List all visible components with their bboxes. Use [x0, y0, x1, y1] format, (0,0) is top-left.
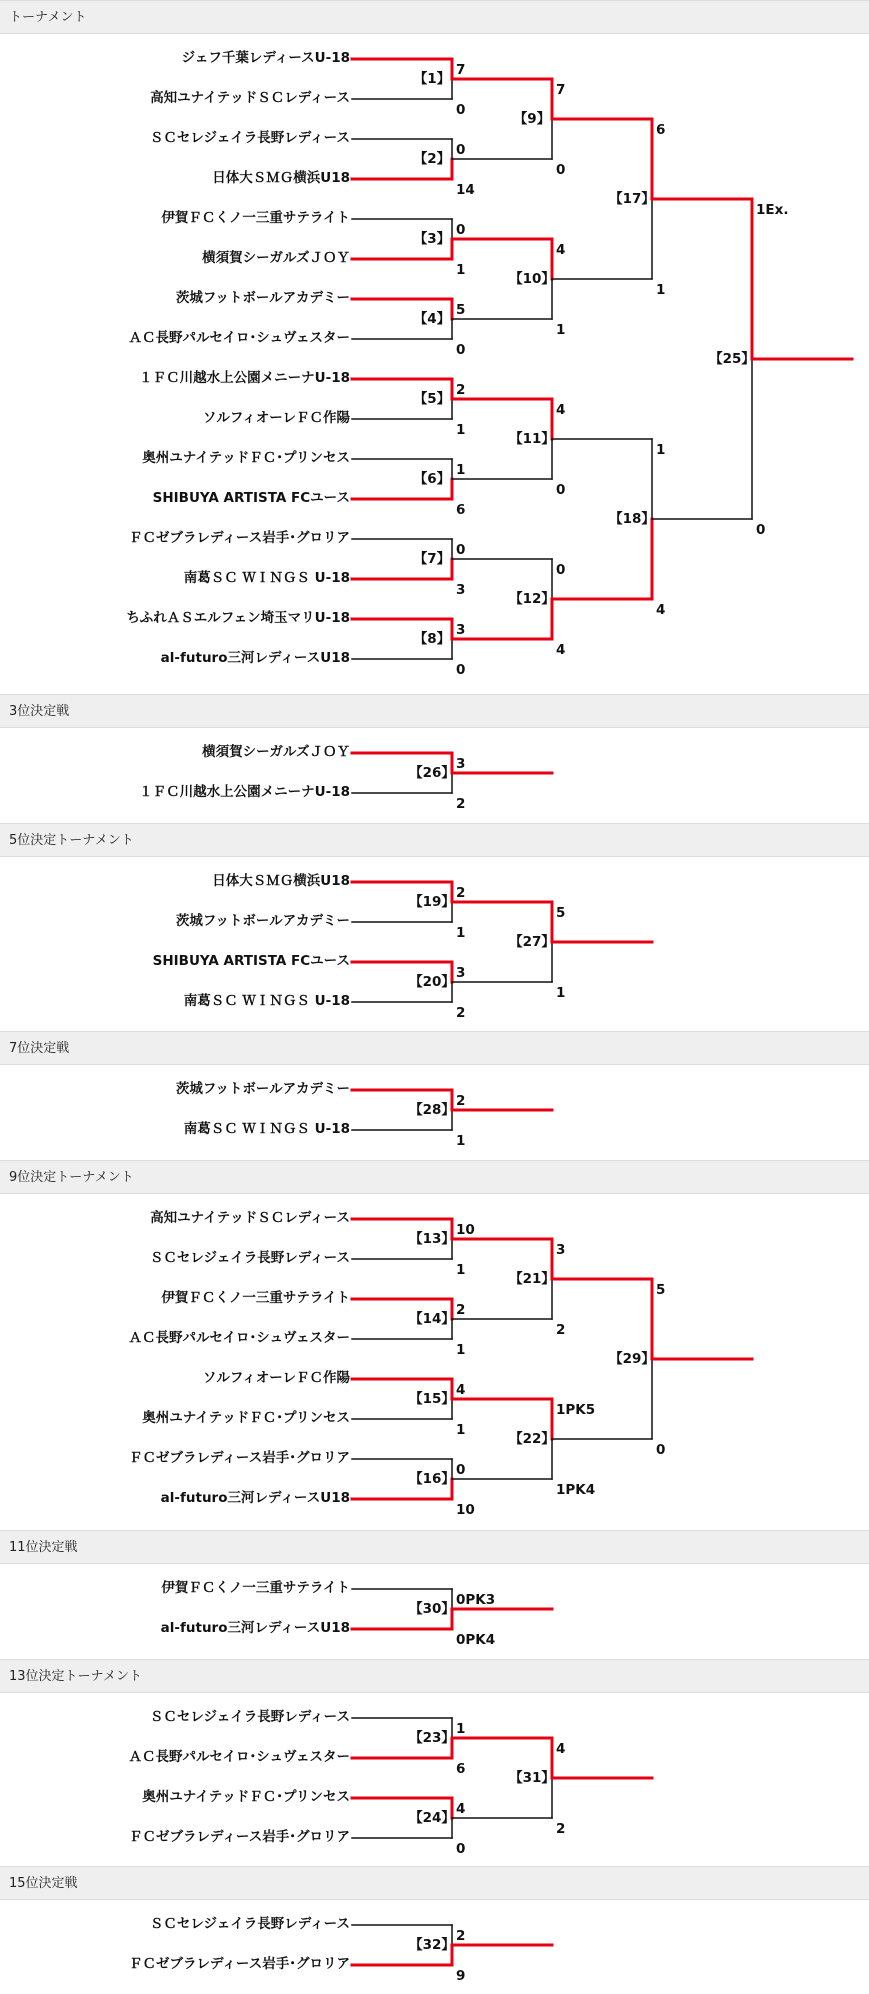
- team-name: 茨城フットボールアカデミー: [175, 913, 350, 929]
- score: 2: [456, 1928, 466, 1944]
- score: 3: [456, 622, 466, 638]
- score: 0: [456, 222, 466, 238]
- score: 1: [556, 322, 566, 338]
- team-name: ＳＣセレジェイラ長野レディース: [149, 1709, 350, 1725]
- score: 0: [556, 562, 566, 578]
- match-id: 【19】: [409, 894, 455, 910]
- score: 0: [556, 482, 566, 498]
- score: 1: [656, 282, 666, 298]
- team-name: ＳＣセレジェイラ長野レディース: [149, 1916, 350, 1932]
- team-name: 南葛ＳＣ ＷＩＮＧＳ U-18: [183, 993, 350, 1009]
- score: 0: [456, 1462, 466, 1478]
- section-header: 7位決定戦: [0, 1031, 869, 1065]
- score: 2: [456, 1302, 466, 1318]
- match-id: 【5】: [413, 391, 451, 407]
- score: 0: [456, 342, 466, 358]
- team-name: ＦＣゼブラレディース岩手･グロリア: [129, 1829, 350, 1845]
- match-id: 【12】: [509, 591, 555, 607]
- score: 3: [456, 756, 466, 772]
- match-id: 【28】: [409, 1102, 455, 1118]
- score: 7: [556, 82, 566, 98]
- match-id: 【16】: [409, 1471, 455, 1487]
- match-id: 【13】: [409, 1231, 455, 1247]
- score: 2: [556, 1821, 566, 1837]
- match-id: 【1】: [413, 71, 451, 87]
- match-id: 【11】: [509, 431, 555, 447]
- match-id: 【15】: [409, 1391, 455, 1407]
- score: 1: [556, 985, 566, 1001]
- score: 3: [456, 965, 466, 981]
- score: 4: [556, 242, 566, 258]
- match-id: 【3】: [413, 231, 451, 247]
- section-header: トーナメント: [0, 0, 869, 34]
- team-name: al-futuro三河レディースU18: [160, 1490, 350, 1506]
- team-name: SHIBUYA ARTISTA FCユース: [152, 953, 350, 969]
- team-name: al-futuro三河レディースU18: [160, 1620, 350, 1636]
- section-header: 5位決定トーナメント: [0, 823, 869, 857]
- score: 1PK4: [556, 1482, 596, 1498]
- match-id: 【18】: [609, 511, 655, 527]
- score: 1: [656, 442, 666, 458]
- score: 4: [556, 1741, 566, 1757]
- team-name: 茨城フットボールアカデミー: [175, 1081, 350, 1097]
- team-name: 伊賀ＦＣくノ一三重サテライト: [161, 210, 350, 226]
- match-id: 【14】: [409, 1311, 455, 1327]
- score: 10: [456, 1502, 475, 1518]
- team-name: 日体大ＳＭＧ横浜U18: [212, 873, 350, 889]
- score: 6: [656, 122, 666, 138]
- match-id: 【26】: [409, 765, 455, 781]
- team-name: 奥州ユナイテッドＦＣ･プリンセス: [142, 1789, 350, 1805]
- team-name: 奥州ユナイテッドＦＣ･プリンセス: [142, 450, 350, 466]
- team-name: 高知ユナイテッドＳＣレディース: [150, 1210, 350, 1226]
- match-id: 【7】: [413, 551, 451, 567]
- team-name: ＡＣ長野パルセイロ･シュヴェスター: [128, 1749, 350, 1765]
- score: 0PK3: [456, 1592, 496, 1608]
- score: 1: [456, 1262, 466, 1278]
- score: 1: [456, 462, 466, 478]
- match-id: 【10】: [509, 271, 555, 287]
- score: 9: [456, 1968, 466, 1984]
- score: 1: [456, 1721, 466, 1737]
- score: 3: [456, 582, 466, 598]
- score: 7: [456, 62, 466, 78]
- section-header: 15位決定戦: [0, 1866, 869, 1900]
- match-id: 【29】: [609, 1351, 655, 1367]
- score: 1PK5: [556, 1402, 596, 1418]
- score: 2: [556, 1322, 566, 1338]
- match-id: 【6】: [413, 471, 451, 487]
- score: 4: [456, 1382, 466, 1398]
- section-header: 3位決定戦: [0, 694, 869, 728]
- match-id: 【30】: [409, 1601, 455, 1617]
- team-name: SHIBUYA ARTISTA FCユース: [152, 490, 350, 506]
- score: 1: [456, 422, 466, 438]
- score: 2: [456, 1093, 466, 1109]
- team-name: ソルフィオーレＦＣ作陽: [202, 410, 350, 426]
- team-name: 日体大ＳＭＧ横浜U18: [212, 170, 350, 186]
- team-name: １ＦＣ川越水上公園メニーナU-18: [139, 370, 350, 386]
- score: 0: [456, 142, 466, 158]
- match-id: 【25】: [709, 351, 755, 367]
- score: 2: [456, 1005, 466, 1021]
- team-name: ＳＣセレジェイラ長野レディース: [149, 1250, 350, 1266]
- team-name: ちふれＡＳエルフェン埼玉マリU-18: [126, 610, 350, 626]
- section-header: 9位決定トーナメント: [0, 1160, 869, 1194]
- team-name: 奥州ユナイテッドＦＣ･プリンセス: [142, 1410, 350, 1426]
- team-name: 高知ユナイテッドＳＣレディース: [150, 90, 350, 106]
- match-id: 【22】: [509, 1431, 555, 1447]
- team-name: 伊賀ＦＣくノ一三重サテライト: [161, 1580, 350, 1596]
- score: 1: [456, 925, 466, 941]
- match-id: 【27】: [509, 934, 555, 950]
- section-header: 13位決定トーナメント: [0, 1659, 869, 1693]
- score: 4: [656, 602, 666, 618]
- score: 1: [456, 1342, 466, 1358]
- team-name: ＡＣ長野パルセイロ･シュヴェスター: [128, 1330, 350, 1346]
- score: 10: [456, 1222, 475, 1238]
- match-id: 【24】: [409, 1810, 455, 1826]
- score: 0: [456, 662, 466, 678]
- team-name: 南葛ＳＣ ＷＩＮＧＳ U-18: [183, 570, 350, 586]
- score: 0: [756, 522, 766, 538]
- match-id: 【8】: [413, 631, 451, 647]
- team-name: ＦＣゼブラレディース岩手･グロリア: [129, 530, 350, 546]
- score: 1: [456, 1133, 466, 1149]
- score: 4: [556, 642, 566, 658]
- score: 5: [656, 1282, 666, 1298]
- score: 14: [456, 182, 475, 198]
- section-header: 11位決定戦: [0, 1530, 869, 1564]
- score: 0: [456, 102, 466, 118]
- match-id: 【20】: [409, 974, 455, 990]
- score: 5: [556, 905, 566, 921]
- match-id: 【32】: [409, 1937, 455, 1953]
- score: 2: [456, 382, 466, 398]
- score: 3: [556, 1242, 566, 1258]
- team-name: 南葛ＳＣ ＷＩＮＧＳ U-18: [183, 1121, 350, 1137]
- match-id: 【23】: [409, 1730, 455, 1746]
- match-id: 【31】: [509, 1770, 555, 1786]
- score: 6: [456, 1761, 466, 1777]
- match-id: 【2】: [413, 151, 451, 167]
- score: 1: [456, 1422, 466, 1438]
- team-name: 伊賀ＦＣくノ一三重サテライト: [161, 1290, 350, 1306]
- score: 2: [456, 796, 466, 812]
- score: 0: [556, 162, 566, 178]
- score: 1Ex.: [756, 202, 789, 218]
- score: 1: [456, 262, 466, 278]
- team-name: 横須賀シーガルズＪＯＹ: [202, 250, 350, 266]
- team-name: ソルフィオーレＦＣ作陽: [202, 1370, 350, 1386]
- match-id: 【21】: [509, 1271, 555, 1287]
- team-name: 茨城フットボールアカデミー: [175, 290, 350, 306]
- team-name: ＦＣゼブラレディース岩手･グロリア: [129, 1956, 350, 1972]
- score: 0: [456, 542, 466, 558]
- team-name: al-futuro三河レディースU18: [160, 650, 350, 666]
- score: 4: [556, 402, 566, 418]
- score: 6: [456, 502, 466, 518]
- match-id: 【4】: [413, 311, 451, 327]
- score: 0: [456, 1841, 466, 1857]
- score: 5: [456, 302, 466, 318]
- team-name: 横須賀シーガルズＪＯＹ: [202, 744, 350, 760]
- score: 0: [656, 1442, 666, 1458]
- team-name: ＳＣセレジェイラ長野レディース: [149, 130, 350, 146]
- match-id: 【17】: [609, 191, 655, 207]
- score: 4: [456, 1801, 466, 1817]
- match-id: 【9】: [513, 111, 551, 127]
- team-name: １ＦＣ川越水上公園メニーナU-18: [139, 784, 350, 800]
- team-name: ＡＣ長野パルセイロ･シュヴェスター: [128, 330, 350, 346]
- team-name: ジェフ千葉レディースU-18: [181, 50, 350, 66]
- score: 2: [456, 885, 466, 901]
- score: 0PK4: [456, 1632, 496, 1648]
- team-name: ＦＣゼブラレディース岩手･グロリア: [129, 1450, 350, 1466]
